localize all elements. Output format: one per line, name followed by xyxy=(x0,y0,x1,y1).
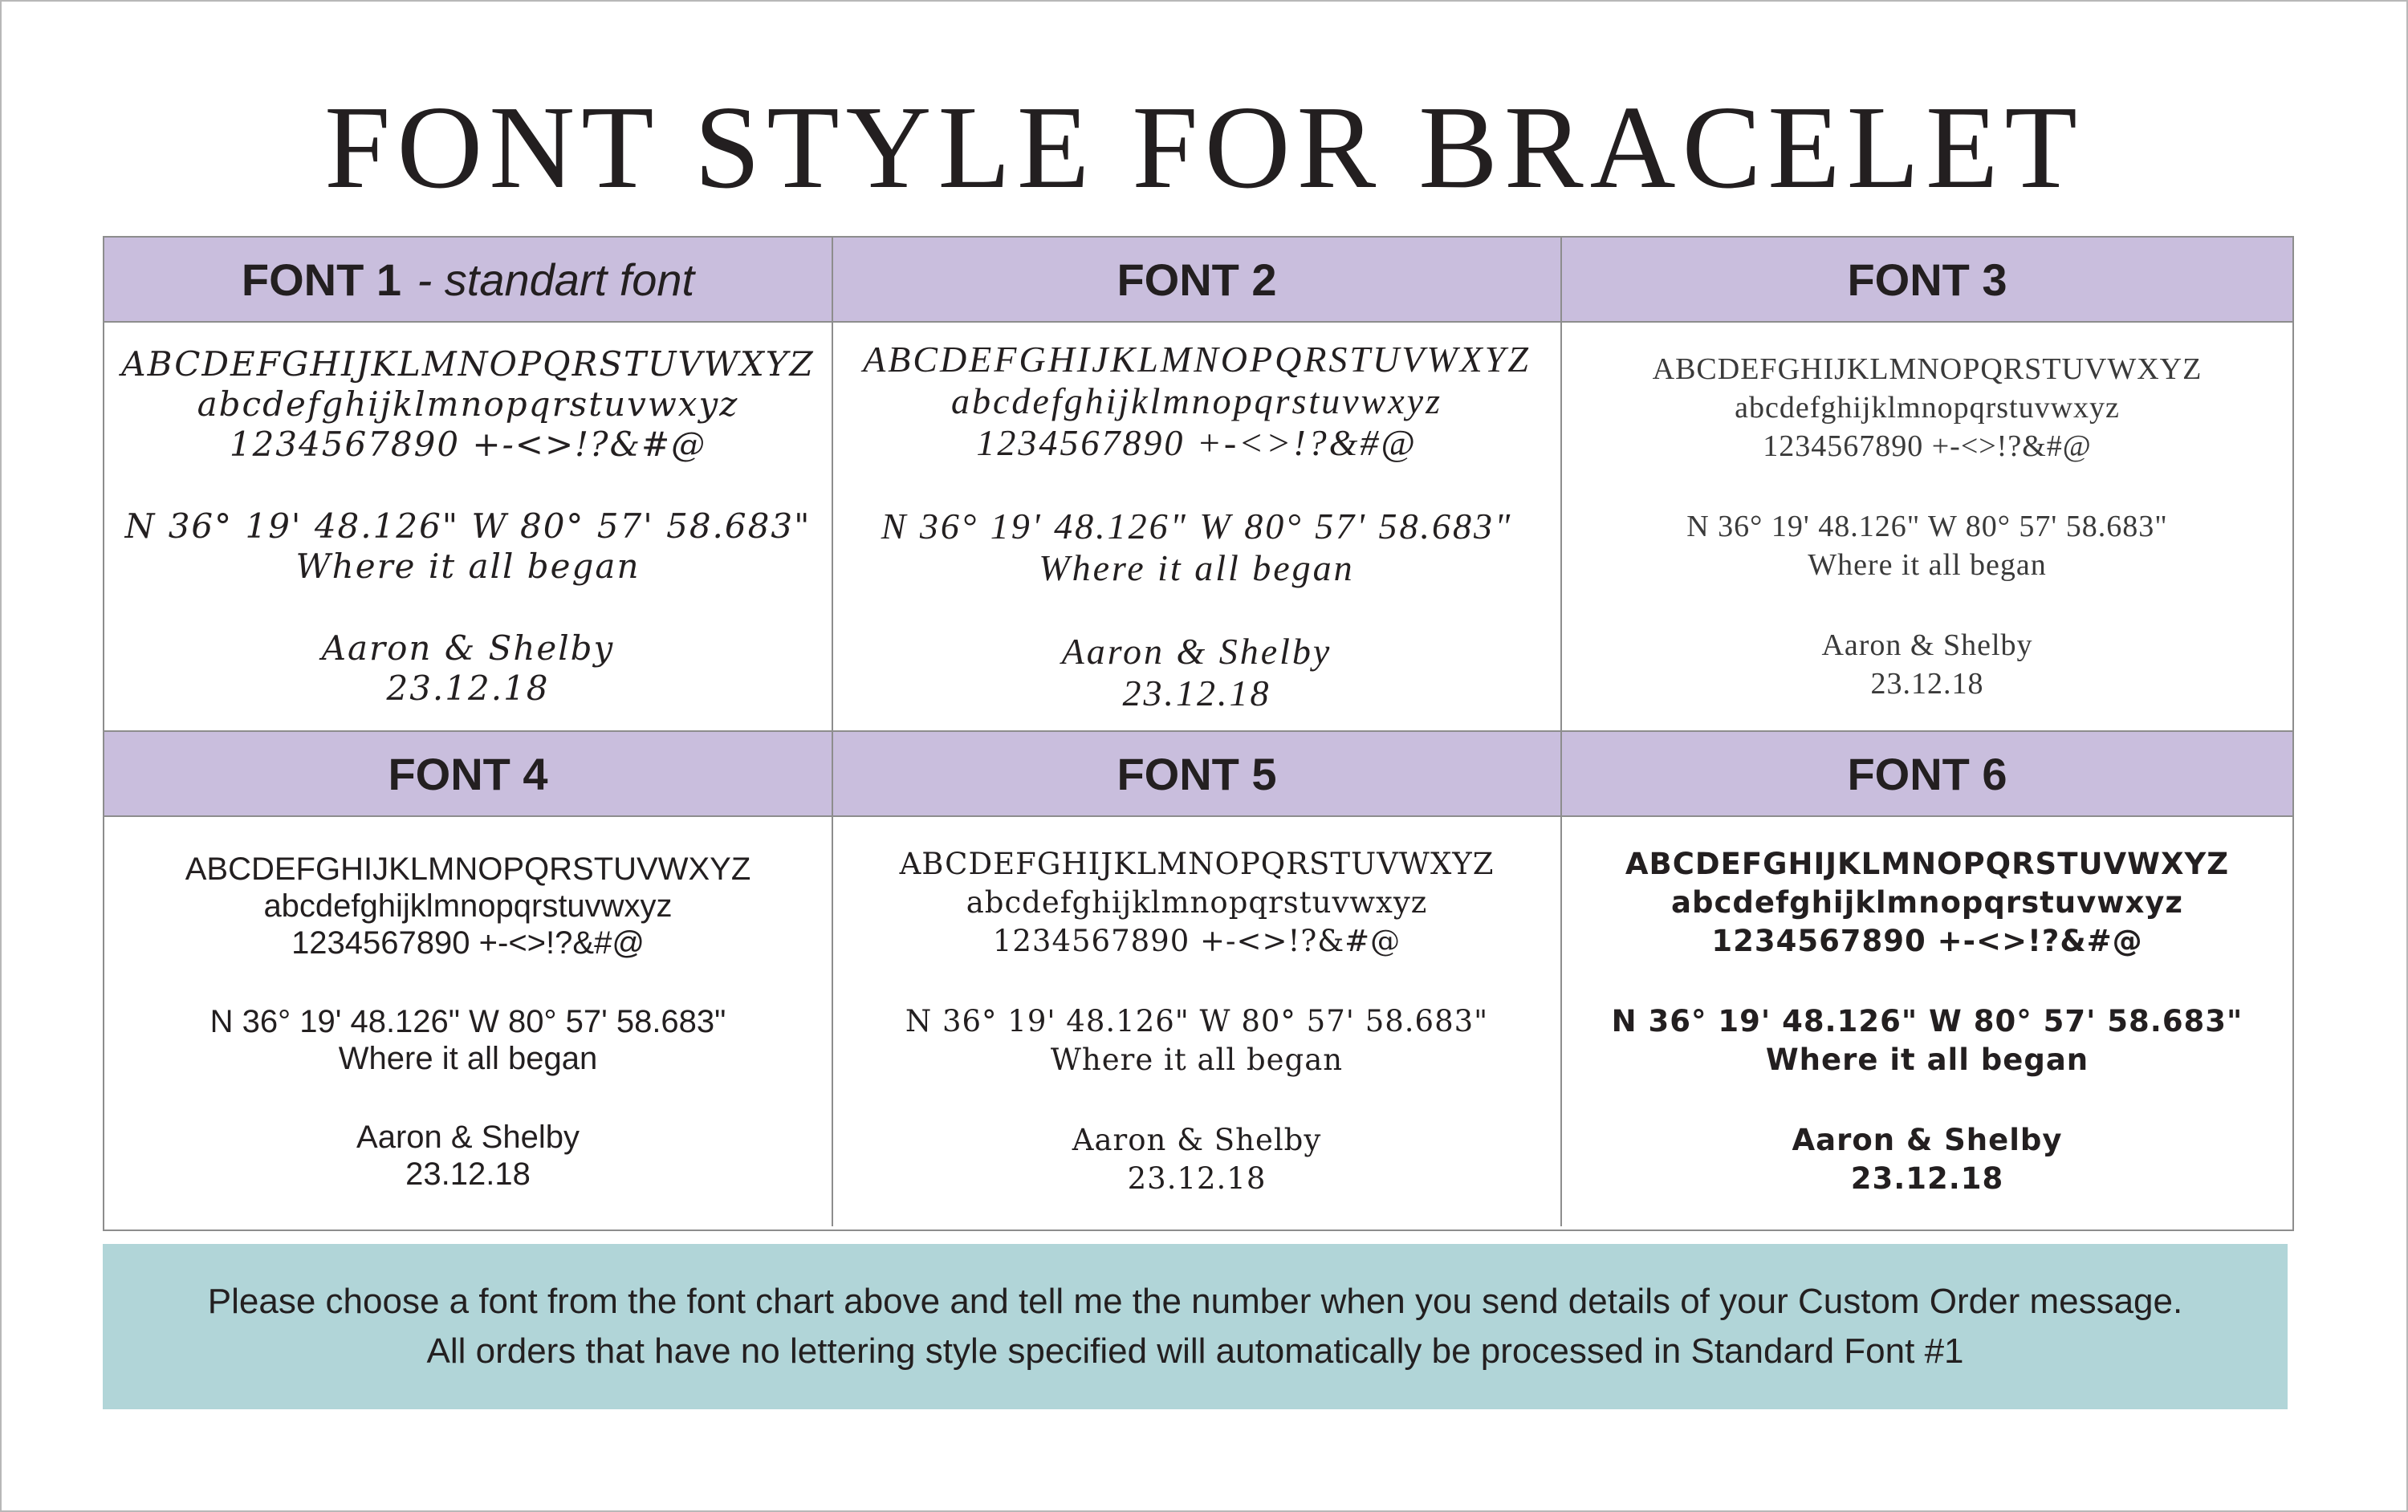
uppercase-line: ABCDEFGHIJKLMNOPQRSTUVWXYZ xyxy=(899,847,1495,881)
names-line: Aaron & Shelby xyxy=(1061,631,1332,672)
coordinates-line: N 36° 19' 48.126" W 80° 57' 58.683" xyxy=(209,1004,726,1039)
page-title: FONT STYLE FOR BRACELET xyxy=(324,82,2084,213)
digits-line: 1234567890 +-<>!?&#@ xyxy=(291,925,645,961)
lowercase-line: abcdefghijklmnopqrstuvwxyz xyxy=(1735,391,2120,425)
font-6-header xyxy=(1562,732,2292,817)
digits-line: 1234567890 +-<>!?&#@ xyxy=(229,425,707,464)
uppercase-line: ABCDEFGHIJKLMNOPQRSTUVWXYZ xyxy=(121,344,815,384)
font-5-sample xyxy=(833,817,1562,1226)
font-3-header xyxy=(1562,238,2292,323)
lowercase-line: abcdefghijklmnopqrstuvwxyz xyxy=(197,384,739,424)
date-line: 23.12.18 xyxy=(405,1156,531,1192)
note-line-2: All orders that have no lettering style specified will automatically be processed in Standard Font #1 xyxy=(426,1331,1964,1371)
uppercase-line: ABCDEFGHIJKLMNOPQRSTUVWXYZ xyxy=(185,852,751,887)
lowercase-line: abcdefghijklmnopqrstuvwxyz xyxy=(263,888,673,924)
lowercase-line: abcdefghijklmnopqrstuvwxyz xyxy=(950,380,1442,421)
font-6-sample xyxy=(1562,817,2292,1226)
names-line: Aaron & Shelby xyxy=(1072,1123,1322,1157)
font-2-name: FONT 2 xyxy=(1117,254,1277,305)
coordinates-line: N 36° 19' 48.126" W 80° 57' 58.683" xyxy=(881,506,1513,547)
digits-line: 1234567890 +-<>!?&#@ xyxy=(976,422,1418,463)
phrase-line: Where it all began xyxy=(1808,548,2047,582)
uppercase-line: ABCDEFGHIJKLMNOPQRSTUVWXYZ xyxy=(1625,847,2230,881)
date-line: 23.12.18 xyxy=(1127,1161,1267,1196)
font-2-sample xyxy=(833,323,1562,732)
digits-line: 1234567890 +-<>!?&#@ xyxy=(992,924,1401,958)
note-line-1: Please choose a font from the font chart above and tell me the number when you send details of your Custom Order message. xyxy=(207,1282,2183,1321)
instruction-note xyxy=(103,1244,2288,1409)
font-chart xyxy=(103,236,2294,1231)
coordinates-line: N 36° 19' 48.126" W 80° 57' 58.683" xyxy=(1686,510,2168,543)
font-5-name: FONT 5 xyxy=(1117,748,1277,799)
date-line: 23.12.18 xyxy=(1850,1161,2004,1196)
font-5-header xyxy=(833,732,1562,817)
font-2-header xyxy=(833,238,1562,323)
font-6-name: FONT 6 xyxy=(1847,748,2007,799)
phrase-line: Where it all began xyxy=(338,1041,598,1076)
font-1-sample xyxy=(104,323,833,732)
phrase-line: Where it all began xyxy=(295,547,641,586)
coordinates-line: N 36° 19' 48.126" W 80° 57' 58.683" xyxy=(1611,1004,2243,1038)
font-1-header xyxy=(104,238,833,323)
digits-line: 1234567890 +-<>!?&#@ xyxy=(1763,429,2092,463)
uppercase-line: ABCDEFGHIJKLMNOPQRSTUVWXYZ xyxy=(1652,352,2203,386)
names-line: Aaron & Shelby xyxy=(1792,1123,2063,1157)
font-4-sample xyxy=(104,817,833,1226)
font-3-sample xyxy=(1562,323,2292,732)
digits-line: 1234567890 +-<>!?&#@ xyxy=(1711,924,2143,958)
font-3-name: FONT 3 xyxy=(1847,254,2007,305)
phrase-line: Where it all began xyxy=(1765,1043,2089,1077)
font-1-subtitle: - standart font xyxy=(417,254,695,305)
date-line: 23.12.18 xyxy=(386,669,550,708)
names-line: Aaron & Shelby xyxy=(321,628,615,668)
phrase-line: Where it all began xyxy=(1050,1043,1344,1077)
coordinates-line: N 36° 19' 48.126" W 80° 57' 58.683" xyxy=(124,506,811,546)
date-line: 23.12.18 xyxy=(1870,667,1984,701)
font-4-name: FONT 4 xyxy=(388,748,548,799)
date-line: 23.12.18 xyxy=(1122,673,1271,713)
lowercase-line: abcdefghijklmnopqrstuvwxyz xyxy=(1671,885,2183,920)
lowercase-line: abcdefghijklmnopqrstuvwxyz xyxy=(966,885,1428,920)
font-4-header xyxy=(104,732,833,817)
names-line: Aaron & Shelby xyxy=(356,1120,580,1155)
coordinates-line: N 36° 19' 48.126" W 80° 57' 58.683" xyxy=(905,1004,1489,1038)
phrase-line: Where it all began xyxy=(1039,547,1355,588)
uppercase-line: ABCDEFGHIJKLMNOPQRSTUVWXYZ xyxy=(863,339,1531,380)
font-1-name: FONT 1 xyxy=(241,254,402,305)
names-line: Aaron & Shelby xyxy=(1821,628,2033,662)
